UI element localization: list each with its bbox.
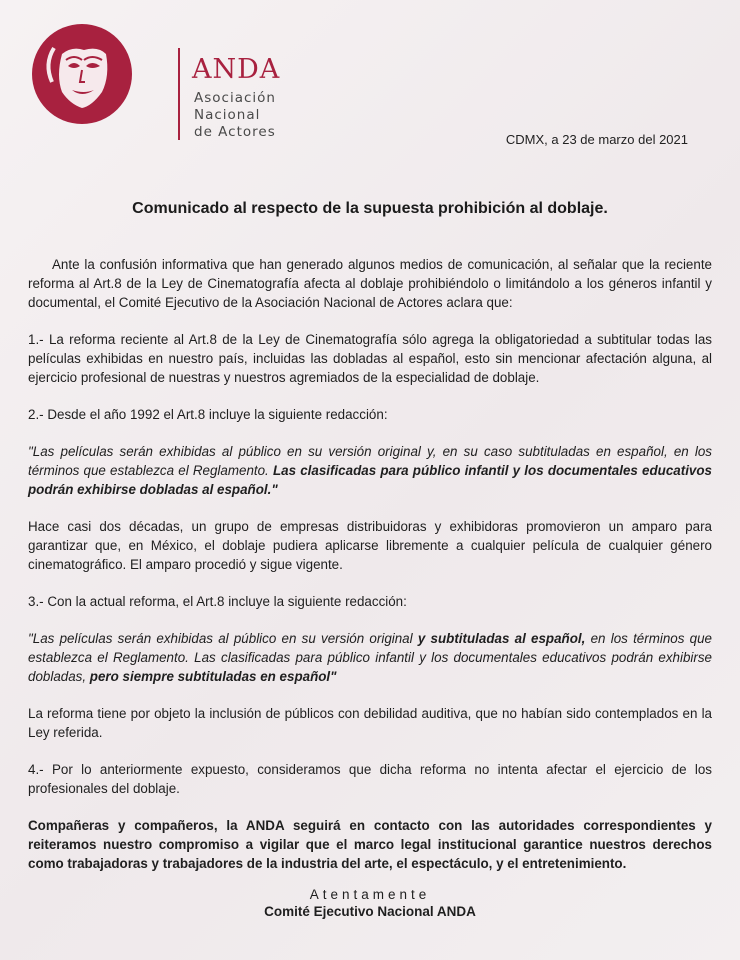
quote-reform [28, 629, 712, 686]
brand-line-2: Nacional [194, 107, 261, 123]
purpose-paragraph: La reforma tiene por objeto la inclusión de públicos con debilidad auditiva, que no habían sido contemplados en la Ley referida. [28, 706, 712, 740]
quote-1992-part-b: Las clasificadas para público infantil y los documentales educativos podrán exhibirse dobladas al español." [28, 463, 712, 497]
document-title: Comunicado al respecto de la supuesta prohibición al doblaje. [132, 200, 608, 217]
document-date: CDMX, a 23 de marzo del 2021 [505, 132, 688, 147]
brand-name: ANDA [192, 54, 281, 85]
quote-reform-part-b: y subtituladas al español, [417, 631, 586, 646]
point-3-paragraph: 3.- Con la actual reforma, el Art.8 incluye la siguiente redacción: [28, 594, 407, 609]
point-4-paragraph: 4.- Por lo anteriormente expuesto, consideramos que dicha reforma no intenta afectar el ejercicio de los profesionales del doblaje. [28, 762, 712, 796]
point-2-paragraph: 2.- Desde el año 1992 el Art.8 incluye la siguiente redacción: [28, 407, 388, 422]
logo-divider [178, 48, 180, 140]
signer: Comité Ejecutivo Nacional ANDA [264, 904, 476, 919]
brand-line-3: de Actores [194, 124, 276, 140]
document-body [28, 255, 712, 891]
amparo-paragraph: Hace casi dos décadas, un grupo de empresas distribuidoras y exhibidoras promovieron un amparo para garantizar que, en México, el doblaje pudiera aplicarse libremente a cualquier película de cualquier género cinematográfico. El amparo procedió y sigue vigente. [28, 519, 712, 572]
quote-1992 [28, 442, 712, 499]
quote-1992-part-a: "Las películas serán exhibidas al público en su versión original y, en su caso subtituladas en español, en los términos que establezca el Reglamento. [28, 444, 712, 478]
brand-line-1: Asociación [194, 90, 276, 106]
intro-paragraph: Ante la confusión informativa que han generado algunos medios de comunicación, al señalar que la reciente reforma al Art.8 de la Ley de Cinematografía afecta al doblaje prohibiéndolo o limitándolo a los géneros infantil y documental, el Comité Ejecutivo de la Asociación Nacional de Actores aclara que: [28, 257, 712, 310]
theater-mask-icon [32, 24, 132, 124]
quote-reform-part-c: en los términos que establezca el Reglamento. Las clasificadas para público infantil y los documentales educativos podrán exhibirse dobladas, [28, 631, 712, 684]
salutation: Atentamente [309, 887, 431, 902]
signature-block [0, 887, 740, 919]
quote-reform-part-d: pero siempre subtituladas en español" [89, 669, 337, 684]
anda-logo [32, 24, 292, 140]
closing-paragraph: Compañeras y compañeros, la ANDA seguirá en contacto con las autoridades correspondientes y reiteramos nuestro compromiso a vigilar que el marco legal institucional garantice nuestros derechos como trabajadoras y trabajadores de la industria del arte, el espectáculo, y el entretenimiento. [28, 818, 712, 871]
point-1-paragraph: 1.- La reforma reciente al Art.8 de la Ley de Cinematografía sólo agrega la obligatoriedad a subtitular todas las películas exhibidas en nuestro país, incluidas las dobladas al español, esto sin mencionar afectación alguna, al ejercicio profesional de nuestras y nuestros agremiados de la especialidad de doblaje. [28, 332, 712, 385]
quote-reform-part-a: "Las películas serán exhibidas al público en su versión original [28, 631, 418, 646]
